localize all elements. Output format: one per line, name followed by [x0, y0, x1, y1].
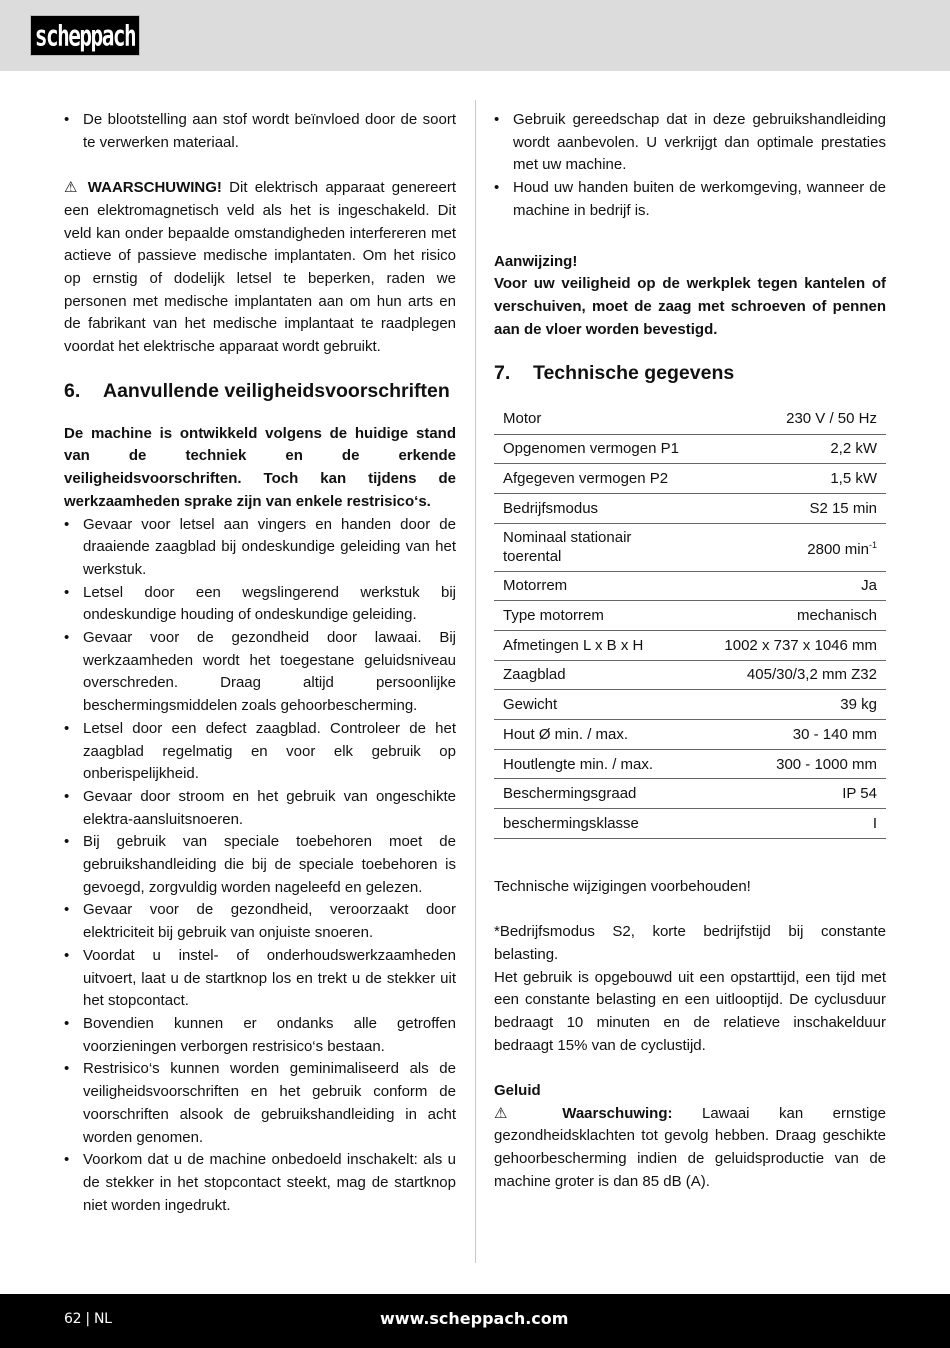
intro-bullet-list	[64, 109, 456, 154]
list-item: • Houd uw handen buiten de werkomgeving, wanneer de machine in bedrijf is.	[494, 179, 886, 219]
spec-label: beschermingsklasse	[494, 809, 694, 839]
table-row	[494, 690, 886, 720]
spec-label: Houtlengte min. / max.	[494, 749, 694, 779]
sound-title: Geluid	[494, 1082, 541, 1100]
bullet-icon: •	[494, 111, 500, 128]
table-row	[494, 464, 886, 494]
spec-value: 2,2 kW	[694, 434, 886, 464]
spec-label: Motorrem	[494, 571, 694, 601]
table-row	[494, 809, 886, 839]
list-item: • Letsel door een wegslingerend werkstuk bij ondeskundige houding of ondeskundige geleiding.	[64, 583, 456, 624]
warning-text: Dit elektrisch apparaat genereert een elektromagnetisch veld als het is ingeschakeld. Dit veld kan onder bepaalde omstandigheden interfereren met actieve of passieve medische implantaten. Om het risico op ernstig of dodelijk letsel te beperken, raden we personen met medische implantaten aan om hun arts en de fabrikant van het medische implantaat te raadplegen voordat het elektrische apparaat wordt gebruikt.	[64, 179, 457, 356]
table-row	[494, 523, 886, 571]
table-row	[494, 630, 886, 660]
table-row	[494, 571, 886, 601]
table-row	[494, 720, 886, 750]
list-item: • De blootstelling aan stof wordt beïnvloed door de soort te verwerken materiaal.	[64, 111, 456, 151]
list-item: • Gebruik gereedschap dat in deze gebruikshandleiding wordt aanbevolen. U verkrijgt dan optimale prestaties met uw machine.	[494, 111, 886, 174]
warning-label: Waarschuwing:	[562, 1104, 673, 1122]
residual-risks-list	[64, 514, 456, 1218]
list-item: • Bij gebruik van speciale toebehoren moet de gebruikshandleiding die bij de speciale toebehoren is gevoegd, zorgvuldig worden nageleefd en gelezen.	[64, 833, 456, 896]
list-item: • Gevaar door stroom en het gebruik van ongeschikte elektra-aansluitsnoeren.	[64, 787, 456, 828]
language-code: NL	[93, 1311, 112, 1327]
technical-specs-table	[494, 404, 886, 838]
bullet-icon: •	[64, 787, 70, 805]
warning-triangle-icon: ⚠	[494, 1104, 533, 1122]
note-text: Voor uw veiligheid op de werkplek tegen kantelen of verschuiven, moet de zaag met schroeven of pennen aan de vloer worden bevestigd.	[494, 275, 886, 338]
bullet-icon: •	[64, 1060, 70, 1078]
spec-label: Nominaal stationair toerental	[494, 523, 694, 571]
disclaimer: Technische wijzigingen voorbehouden!	[494, 877, 751, 895]
column-divider	[475, 100, 476, 1263]
list-item: • Gevaar voor de gezondheid door lawaai. Bij werkzaamheden wordt het toegestane geluidsniveau overschreden. Draag altijd persoonlijke beschermingsmiddelen zoals gehoorbescherming.	[64, 629, 456, 715]
bullet-icon: •	[64, 583, 70, 601]
spec-value: 39 kg	[694, 690, 886, 720]
left-column	[64, 109, 456, 1217]
spec-label: Opgenomen vermogen P1	[494, 434, 694, 464]
table-row	[494, 749, 886, 779]
page-indicator	[64, 1311, 112, 1327]
spec-label: Bedrijfsmodus	[494, 493, 694, 523]
spec-value: 1,5 kW	[694, 464, 886, 494]
bullet-icon: •	[64, 629, 70, 647]
section-6-intro: De machine is ontwikkeld volgens de huidige stand van de techniek en de erkende veiligheidsvoorschriften. Toch kan tijdens de werkzaamheden sprake zijn van enkele restrisico‘s.	[64, 424, 456, 510]
spec-label: Hout Ø min. / max.	[494, 720, 694, 750]
spec-label: Afmetingen L x B x H	[494, 630, 694, 660]
table-row	[494, 779, 886, 809]
note-title: Aanwijzing!	[494, 252, 578, 270]
bullet-icon: •	[64, 901, 70, 919]
bullet-icon: •	[64, 1015, 70, 1032]
table-row	[494, 493, 886, 523]
right-column	[494, 109, 886, 1194]
section-title: Aanvullende veiligheidsvoorschriften	[103, 379, 450, 402]
table-row	[494, 404, 886, 434]
spec-value: 1002 x 737 x 1046 mm	[694, 630, 886, 660]
spec-value: 2800 $\min^{-1}$	[694, 523, 886, 571]
emf-warning	[64, 177, 456, 359]
spec-value: I	[694, 809, 886, 839]
warning-label: WAARSCHUWING!	[87, 179, 222, 197]
footnote-cycle: Het gebruik is opgebouwd uit een opstarttijd, een tijd met een constante belasting en een uitlooptijd. De cyclusduur bedraagt 10 minuten en de relatieve inschakelduur bedraagt 15% van de cyclustijd.	[494, 968, 886, 1054]
spec-value: IP 54	[694, 779, 886, 809]
list-item: • Bovendien kunnen er ondanks alle getroffen voorzieningen verborgen restrisico‘s bestaan.	[64, 1015, 456, 1055]
list-item: • Letsel door een defect zaagblad. Controleer de het zaagblad regelmatig en voor elk gebruik op onberispelijkheid.	[64, 719, 456, 783]
spec-value: mechanisch	[694, 601, 886, 631]
logo-text: scheppach	[34, 19, 136, 52]
spec-label: Afgegeven vermogen P2	[494, 464, 694, 494]
bullet-icon: •	[64, 515, 70, 533]
bullet-icon: •	[64, 946, 70, 964]
sound-warning	[494, 1103, 886, 1194]
bullet-icon: •	[494, 179, 500, 197]
footnote-operating-mode: *Bedrijfsmodus S2, korte bedrijfstijd bij constante belasting.	[494, 923, 886, 963]
warning-triangle-icon: ⚠	[64, 179, 81, 197]
spec-value: 30 - 140 mm	[694, 720, 886, 750]
spec-value: S2 15 min	[694, 493, 886, 523]
page-number: 62	[64, 1311, 82, 1327]
page-footer	[0, 1294, 950, 1348]
section-7-heading	[494, 360, 886, 386]
spec-value: Ja	[694, 571, 886, 601]
table-row	[494, 434, 886, 464]
section-number: 6.	[64, 379, 81, 402]
table-row	[494, 601, 886, 631]
spec-label: Gewicht	[494, 690, 694, 720]
spec-label: Zaagblad	[494, 660, 694, 690]
list-item: • Voordat u instel- of onderhoudswerkzaamheden uitvoert, laat u de startknop los en trekt u de stekker uit het stopcontact.	[64, 946, 456, 1010]
page-header	[0, 0, 950, 71]
spec-label: Beschermingsgraad	[494, 779, 694, 809]
list-item: • Gevaar voor letsel aan vingers en handen door de draaiende zaagblad bij ondeskundige geleiding van het werkstuk.	[64, 515, 456, 578]
section-6-heading	[64, 378, 456, 404]
spec-value: 230 V / 50 Hz	[694, 404, 886, 434]
scheppach-logo	[30, 15, 140, 56]
list-item: • Restrisico‘s kunnen worden geminimaliseerd als de veiligheidsvoorschriften en het gebruik conform de voorschriften alsook de gebruikshandleiding in acht worden genomen.	[64, 1060, 456, 1146]
list-item: • Gevaar voor de gezondheid, veroorzaakt door elektriciteit bij gebruik van onjuiste snoeren.	[64, 901, 456, 942]
spec-label: Motor	[494, 404, 694, 434]
bullet-icon: •	[64, 1151, 70, 1169]
spec-value: 405/30/3,2 mm Z32	[694, 660, 886, 690]
section-title: Technische gegevens	[533, 362, 735, 385]
spec-value: 300 - 1000 mm	[694, 749, 886, 779]
website-link[interactable]: www.scheppach.com	[380, 1309, 569, 1328]
section-number: 7.	[494, 362, 511, 385]
spec-label: Type motorrem	[494, 601, 694, 631]
bullet-icon: •	[64, 833, 70, 851]
bullet-icon: •	[64, 111, 70, 128]
tool-bullet-list	[494, 109, 886, 223]
superscript: -1	[868, 539, 877, 550]
list-item: • Voorkom dat u de machine onbedoeld inschakelt: als u de stekker in het stopcontact steekt, mag de startknop niet worden ingedrukt.	[64, 1151, 456, 1214]
warning-text: Lawaai kan ernstige gezondheidsklachten tot gevolg hebben. Draag geschikte gehoorbescherming indien de geluidsproductie van de machine groter is dan 85 dB (A).	[494, 1104, 886, 1190]
table-row	[494, 660, 886, 690]
separator: |	[85, 1311, 90, 1327]
bullet-icon: •	[64, 719, 70, 737]
